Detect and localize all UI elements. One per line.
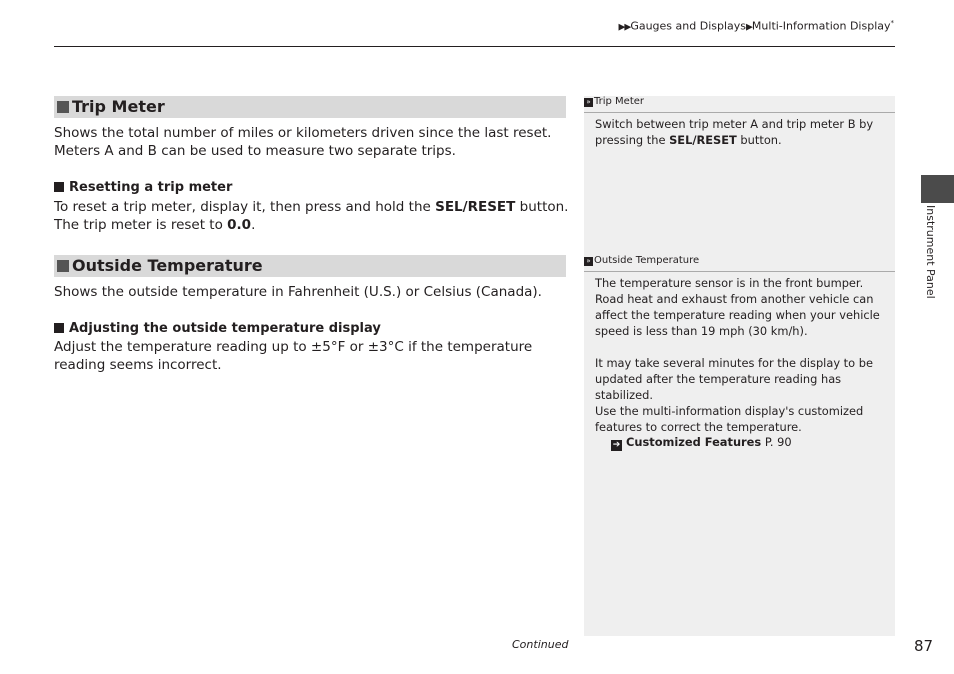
xref-label[interactable]: Customized Features <box>626 435 762 449</box>
note-title: Trip Meter <box>594 96 645 107</box>
cross-reference-icon: ➔ <box>612 440 621 450</box>
square-bullet-icon <box>57 260 69 272</box>
arrow-icon: ▶ <box>746 22 752 33</box>
subsection-heading-reset <box>54 180 232 195</box>
square-bullet-icon <box>54 323 64 333</box>
note-temperature-para1: The temperature sensor is in the front bumper. Road heat and exhaust from another vehicle can affect the temperature reading when your vehicle speed is less than 19 mph (30 km/h). <box>595 276 880 338</box>
section-header-trip-meter <box>54 96 566 118</box>
trip-meter-description: Shows the total number of miles or kilometers driven since the last reset. Meters A and B can be used to measure two separate trips. <box>54 125 552 159</box>
note-icon: » <box>584 257 593 266</box>
note-icon: » <box>584 98 593 107</box>
text: button. The trip meter is reset to <box>54 199 569 233</box>
header-divider <box>54 46 895 47</box>
note-title: Outside Temperature <box>594 255 700 266</box>
note-temperature-para2: It may take several minutes for the display to be updated after the temperature reading has stabilized. <box>595 356 873 402</box>
square-bullet-icon <box>54 182 64 192</box>
section-header-outside-temperature <box>54 255 566 277</box>
subsection-heading-adjust <box>54 321 381 336</box>
section-title: Outside Temperature <box>72 256 263 275</box>
note-divider <box>584 271 895 272</box>
reset-value: 0.0 <box>227 217 252 233</box>
subsection-title: Resetting a trip meter <box>69 180 233 195</box>
note-heading-trip-meter <box>584 96 895 107</box>
text: . <box>251 217 256 233</box>
breadcrumb-link-multi-info[interactable]: Multi-Information Display <box>751 19 891 33</box>
outside-temperature-description: Shows the outside temperature in Fahrenheit (U.S.) or Celsius (Canada). <box>54 284 542 300</box>
cross-reference-link[interactable] <box>611 435 792 451</box>
text: To reset a trip meter, display it, then press and hold the <box>54 199 436 215</box>
note-divider <box>584 112 895 113</box>
square-bullet-icon <box>57 101 69 113</box>
button-name: SEL/RESET <box>669 133 737 147</box>
breadcrumb <box>618 19 894 33</box>
note-heading-outside-temperature <box>584 255 895 266</box>
chapter-tab[interactable] <box>921 175 954 203</box>
breadcrumb-link-gauges[interactable]: Gauges and Displays <box>630 19 746 33</box>
xref-page[interactable]: P. 90 <box>764 435 792 449</box>
subsection-title: Adjusting the outside temperature display <box>69 321 381 336</box>
text: button. <box>736 133 782 147</box>
reset-instructions <box>54 198 569 234</box>
double-arrow-icon: ▶▶ <box>618 22 631 33</box>
asterisk-mark: * <box>890 19 894 27</box>
continued-label: Continued <box>512 638 569 651</box>
page-number: 87 <box>914 637 934 655</box>
note-temperature-para3: Use the multi-information display's customized features to correct the temperature. <box>595 404 864 434</box>
button-name: SEL/RESET <box>435 199 516 215</box>
chapter-tab-label: Instrument Panel <box>924 205 937 299</box>
adjust-instructions: Adjust the temperature reading up to ±5°F or ±3°C if the temperature reading seems incorrect. <box>54 339 533 373</box>
text: Switch between trip meter A and trip meter B by pressing the <box>595 117 874 147</box>
note-trip-meter-text <box>595 116 887 148</box>
section-title: Trip Meter <box>72 97 165 116</box>
